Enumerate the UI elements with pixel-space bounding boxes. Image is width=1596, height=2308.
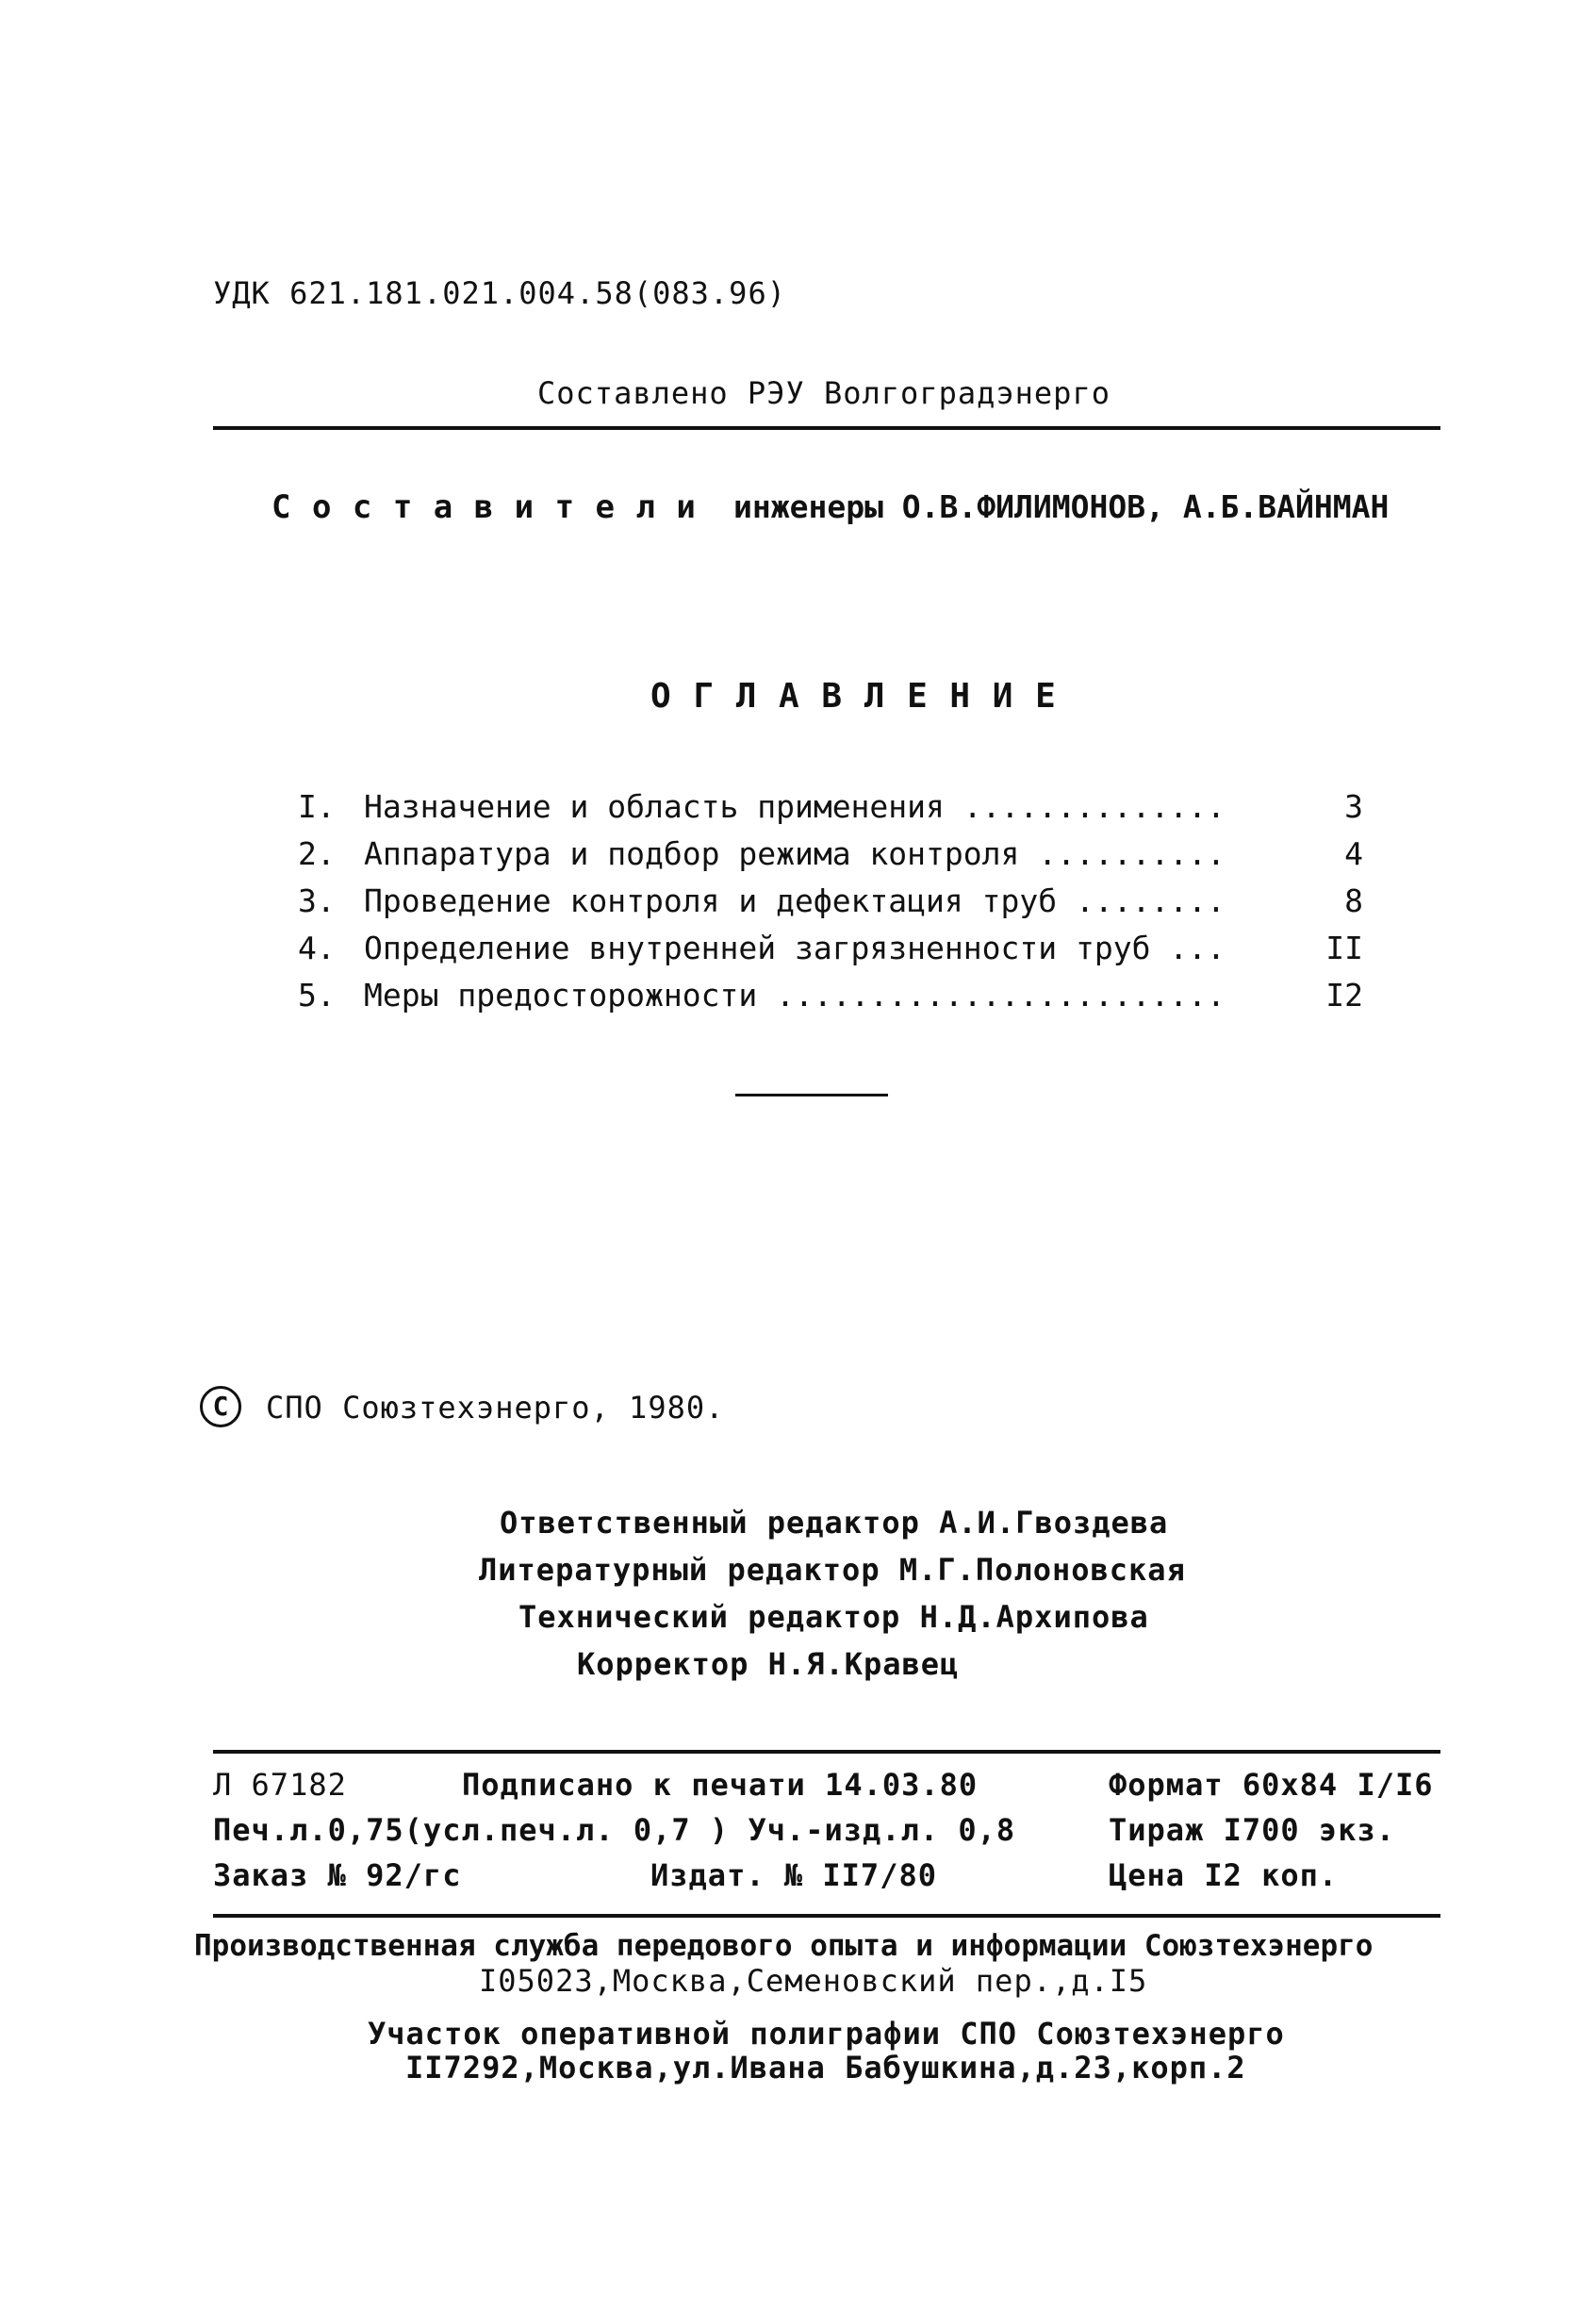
toc-item-page: I2 (1325, 977, 1363, 1014)
toc-item (298, 835, 1363, 882)
toc-item (298, 788, 1363, 835)
toc-item-title: Назначение и область применения .............. (364, 788, 1226, 825)
toc-item-number: 5. (298, 977, 336, 1014)
imprint-format: Формат 60х84 I/I6 (1109, 1767, 1434, 1803)
toc-end-divider (735, 1094, 888, 1096)
imprint-print-run: Тираж I700 экз. (1109, 1812, 1395, 1848)
udc-code: УДК 621.181.021.004.58(083.96) (213, 275, 786, 311)
imprint-order: Заказ № 92/гс (213, 1857, 462, 1893)
imprint-bottom-rule (213, 1914, 1440, 1918)
toc-item-title: Определение внутренней загрязненности труб ... (364, 930, 1226, 966)
editor-technical: Технический редактор Н.Д.Архипова (518, 1599, 1149, 1635)
compiled-by: Составлено РЭУ Волгоградэнерго (537, 375, 1111, 411)
copyright-text: СПО Союзтехэнерго, 1980. (266, 1390, 725, 1426)
toc-item-number: 3. (298, 882, 336, 919)
toc-item-title: Аппаратура и подбор режима контроля .......... (364, 835, 1226, 872)
publisher-address: I05023,Москва,Семеновский пер.,д.I5 (479, 1963, 1148, 1999)
toc-item-page: 3 (1344, 788, 1363, 825)
editor-literary: Литературный редактор М.Г.Полоновская (479, 1552, 1186, 1588)
toc-item-page: II (1325, 930, 1363, 966)
toc-heading: О Г Л А В Л Е Н И Е (650, 677, 1057, 716)
toc-item-page: 4 (1344, 835, 1363, 872)
toc-item-number: 2. (298, 835, 336, 872)
copyright-icon: C (200, 1386, 241, 1427)
toc-item-number: I. (298, 788, 336, 825)
publisher-name: Производственная служба передового опыта и информации Союзтехэнерго (194, 1929, 1374, 1963)
toc-item-number: 4. (298, 930, 336, 966)
toc-item (298, 977, 1363, 1024)
editor-responsible: Ответственный редактор А.И.Гвоздева (500, 1505, 1169, 1541)
imprint-license: Л 67182 (213, 1767, 347, 1803)
toc-item-title: Меры предосторожности ........................ (364, 977, 1226, 1014)
corrector: Корректор Н.Я.Кравец (577, 1646, 960, 1682)
imprint-price: Цена I2 коп. (1109, 1857, 1339, 1893)
imprint-sheets: Печ.л.0,75(усл.печ.л. 0,7 ) Уч.-изд.л. 0,8 (213, 1812, 1016, 1848)
imprint-publication: Издат. № II7/80 (650, 1857, 937, 1893)
toc-item-title: Проведение контроля и дефектация труб ........ (364, 882, 1226, 919)
imprint-top-rule (213, 1750, 1440, 1754)
printing-unit-name: Участок оперативной полиграфии СПО Союзтехэнерго (368, 2016, 1285, 2052)
printing-unit-address: II7292,Москва,ул.Ивана Бабушкина,д.23,корп.2 (405, 2050, 1246, 2085)
authors-label: С о с т а в и т е л и (271, 488, 697, 526)
authors-names: инженеры О.В.ФИЛИМОНОВ, А.Б.ВАЙНМАН (733, 488, 1390, 525)
toc-item (298, 930, 1363, 977)
toc-item-page: 8 (1344, 882, 1363, 919)
toc-item (298, 882, 1363, 930)
imprint-signed: Подписано к печати 14.03.80 (462, 1767, 979, 1803)
header-divider (213, 426, 1440, 430)
